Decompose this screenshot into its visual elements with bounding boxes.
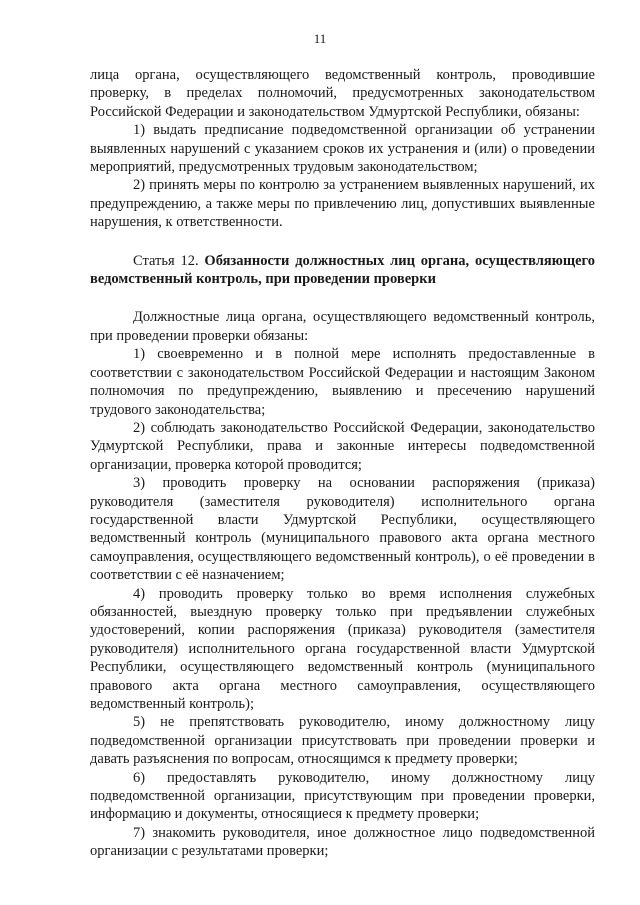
page-number: 11 [313,31,327,46]
document-body [90,66,595,861]
intro-item-1: 1) выдать предписание подведомственной организации об устранении выявленных нарушений с указанием сроков их устранения и (или) о проведении мероприятий, предусмотренных трудовым законодательством; [90,122,595,176]
article-prefix: Статья 12. [133,252,199,269]
article-title: Обязанности должностных лиц органа, осуществляющего ведомственный контроль, при проведении проверки [90,252,595,288]
article-item-4: 4) проводить проверку только во время исполнения служебных обязанностей, выездную проверку только при предъявлении служебных удостоверений, копии распоряжения (приказа) руководителя (заместителя руководителя) исполнительного органа государственной власти Удмуртской Республики, осуществляющего ведомственный контроль (муниципального правового акта органа местного самоуправления, осуществляющего ведомственный контроль); [90,585,595,712]
article-item-1: 1) своевременно и в полной мере исполнять предоставленные в соответствии с законодательством Российской Федерации и настоящим Законом полномочия по предупреждению, выявлению и пресечению нарушений трудового законодательства; [90,346,595,418]
article-item-7: 7) знакомить руководителя, иное должностное лицо подведомственной организации с результатами проверки; [90,824,595,860]
intro-item-2: 2) принять меры по контролю за устранением выявленных нарушений, их предупреждению, а также меры по привлечению лиц, допустивших выявленные нарушения, к ответственности. [90,177,595,231]
article-heading [90,252,595,289]
intro-paragraph: лица органа, осуществляющего ведомственный контроль, проводившие проверку, в пределах полномочий, предусмотренных законодательством Российской Федерации и законодательством Удмуртской Республики, обязаны: [90,67,595,120]
article-item-5: 5) не препятствовать руководителю, иному должностному лицу подведомственной организации присутствовать при проведении проверки и давать разъяснения по вопросам, относящимся к предмету проверки; [90,714,595,768]
article-item-3: 3) проводить проверку на основании распоряжения (приказа) руководителя (заместителя руководителя) исполнительного органа государственной власти Удмуртской Республики, осуществляющего ведомственный контроль (муниципального правового акта органа местного самоуправления, осуществляющего ведомственный контроль), о её проведении в соответствии с её назначением; [90,475,595,584]
article-item-6: 6) предоставлять руководителю, иному должностному лицу подведомственной организации, присутствующим при проведении проверки, информацию и документы, относящиеся к предмету проверки; [90,769,595,823]
article-item-2: 2) соблюдать законодательство Российской Федерации, законодательство Удмуртской Республики, права и законные интересы подведомственной организации, проверка которой проводится; [90,419,595,473]
article-intro: Должностные лица органа, осуществляющего ведомственный контроль, при проведении проверки обязаны: [90,309,595,344]
